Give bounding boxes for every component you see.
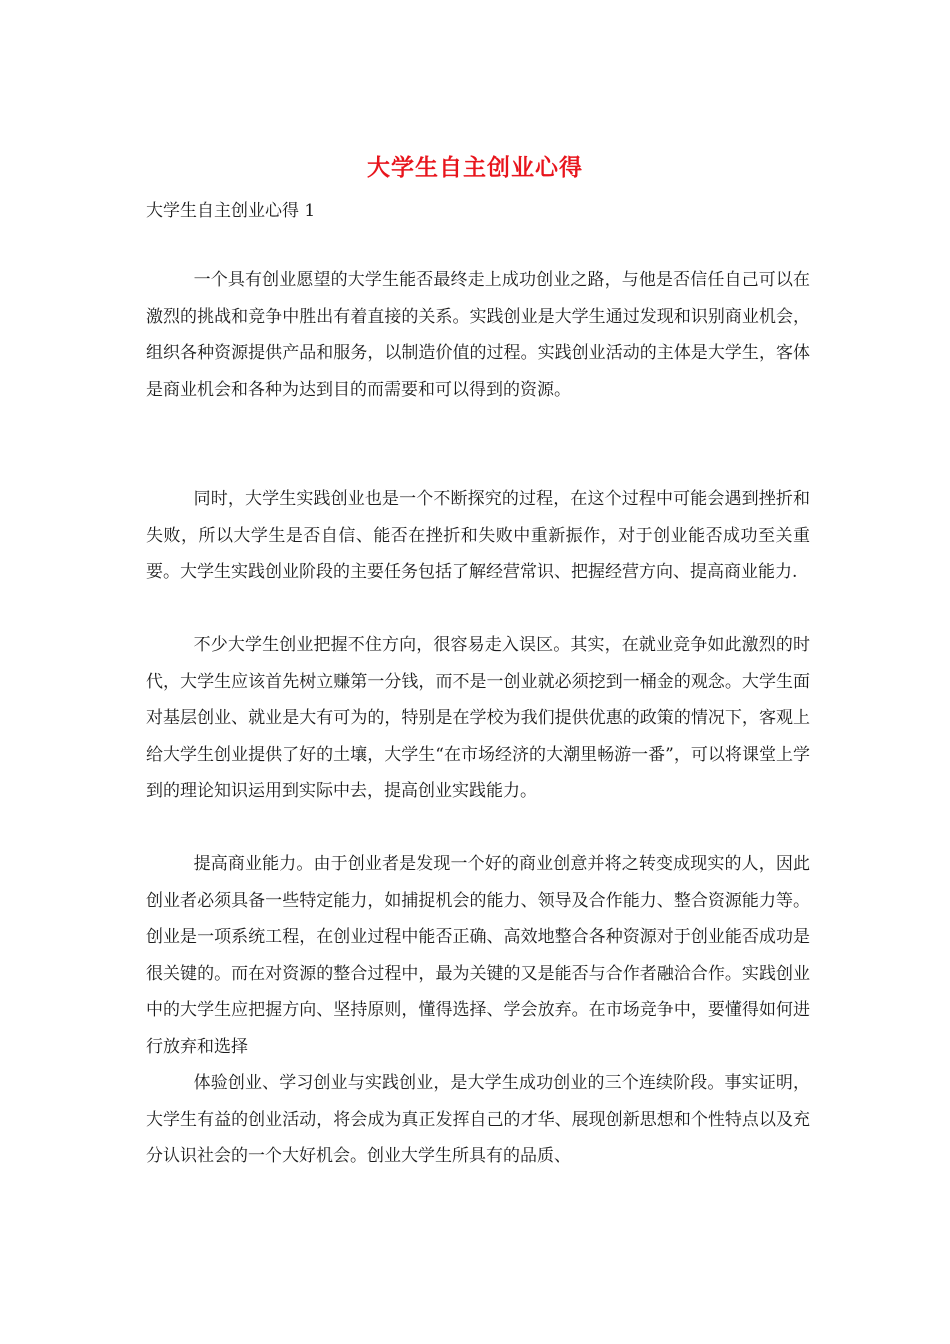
paragraph-4: 提高商业能力。由于创业者是发现一个好的商业创意并将之转变成现实的人，因此创业者必须具备一些特定能力，如捕捉机会的能力、领导及合作能力、整合资源能力等。创业是一项系统工程，在创业过程中能否正确、高效地整合各种资源对于创业能否成功是很关键的。而在对资源的整合过程中，最为关键的又是能否与合作者融洽合作。实践创业中的大学生应把握方向、坚持原则，懂得选择、学会放弃。在市场竞争中，要懂得如何进行放弃和选择 xyxy=(146,854,810,1057)
document-title: 大学生自主创业心得 xyxy=(367,154,583,181)
section-heading: 大学生自主创业心得 1 xyxy=(146,201,316,221)
paragraph-3: 不少大学生创业把握不住方向，很容易走入误区。其实，在就业竞争如此激烈的时代，大学生应该首先树立赚第一分钱，而不是一创业就必须挖到一桶金的观念。大学生面对基层创业、就业是大有可为的，特别是在学校为我们提供优惠的政策的情况下，客观上给大学生创业提供了好的土壤，大学生“在市场经济的大潮里畅游一番”，可以将课堂上学到的理论知识运用到实际中去，提高创业实践能力。 xyxy=(146,635,810,802)
paragraph-1: 一个具有创业愿望的大学生能否最终走上成功创业之路，与他是否信任自己可以在激烈的挑战和竞争中胜出有着直接的关系。实践创业是大学生通过发现和识别商业机会，组织各种资源提供产品和服务，以制造价值的过程。实践创业活动的主体是大学生，客体是商业机会和各种为达到目的而需要和可以得到的资源。 xyxy=(146,270,810,400)
paragraph-5: 体验创业、学习创业与实践创业，是大学生成功创业的三个连续阶段。事实证明，大学生有益的创业活动，将会成为真正发挥自己的才华、展现创新思想和个性特点以及充分认识社会的一个大好机会。创业大学生所具有的品质、 xyxy=(146,1073,810,1167)
paragraph-2: 同时，大学生实践创业也是一个不断探究的过程，在这个过程中可能会遇到挫折和失败，所以大学生是否自信、能否在挫折和失败中重新振作，对于创业能否成功至关重要。大学生实践创业阶段的主要任务包括了解经营常识、把握经营方向、提高商业能力. xyxy=(146,489,810,583)
